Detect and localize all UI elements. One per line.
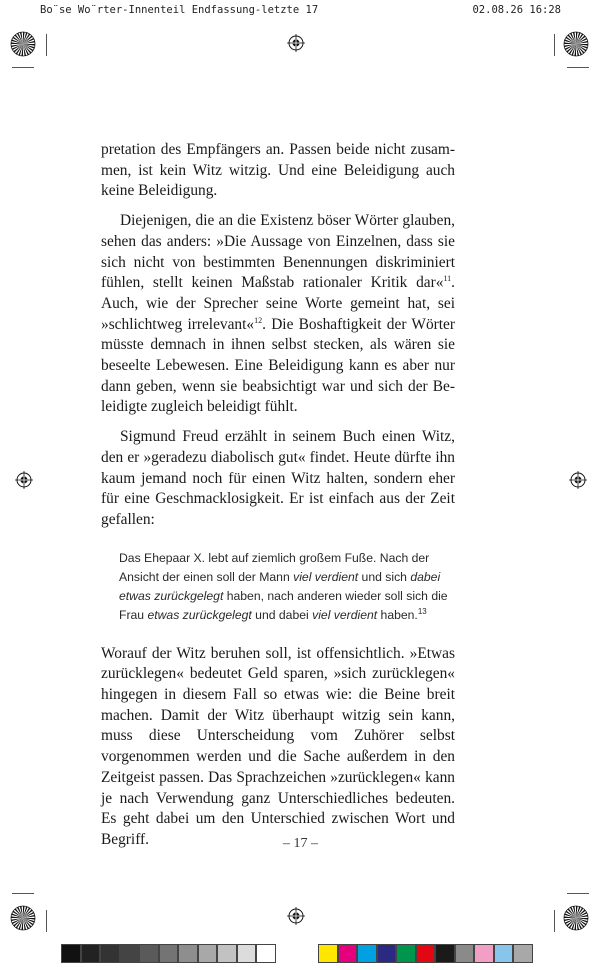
color-patch xyxy=(377,944,397,963)
paragraph: pretation des Empfängers an. Passen beide nicht zusammen, ist kein Witz witzig. Und eine Beleidigung auch keine Beleidigung. xyxy=(101,141,455,200)
slug-filename: Bo¨se Wo¨rter-Innenteil Endfassung-letzte 17 xyxy=(40,4,319,16)
color-patch xyxy=(81,944,101,963)
quote-text: und sich xyxy=(358,569,411,584)
quote-emphasis: dabei etwas zurückgelegt xyxy=(119,569,441,603)
crop-mark xyxy=(46,34,47,56)
color-patch xyxy=(100,944,120,963)
color-patch xyxy=(318,944,338,963)
crop-mark xyxy=(554,34,555,56)
crop-mark xyxy=(554,910,555,932)
starburst-registration-icon xyxy=(10,905,36,931)
color-patch xyxy=(416,944,436,963)
quote-text: haben. xyxy=(377,607,418,622)
quote-emphasis: viel verdient xyxy=(293,569,359,584)
paragraph: Worauf der Witz beruhen soll, ist offensichtlich. »Etwas zurücklegen« bedeutet Geld sparen, »sich zurücklegen« hingegen in diesem Fall so etwas wie: die Beine breit machen. Damit der Witz überhaupt witzig sein kann, muss diese Unterscheidung vom Zuhörer selbst vorgenommen werden und die Sache außerdem in den Zeitgeist passen. Das Sprachzeichen »zurücklegen« kann je nach Verwendung ganz Unterschiedliches bedeuten. Es geht dabei um den Unterschied zwischen Wort und Begriff. xyxy=(101,644,455,848)
starburst-registration-icon xyxy=(563,31,589,57)
color-patch xyxy=(61,944,81,963)
crop-mark xyxy=(46,910,47,932)
color-patch xyxy=(474,944,494,963)
block-quote xyxy=(119,549,455,625)
crosshair-registration-icon xyxy=(287,34,305,52)
paragraph-text: . Auch, wie der Sprecher seine Worte gemeint hat, sei »schlichtweg irrelevant« xyxy=(101,274,455,333)
color-patch xyxy=(396,944,416,963)
crop-mark xyxy=(12,893,34,894)
footnote-reference: 12 xyxy=(254,315,263,325)
color-patch xyxy=(198,944,218,963)
footnote-reference: 13 xyxy=(417,606,427,616)
crop-mark xyxy=(567,893,589,894)
color-control-strip xyxy=(318,944,533,964)
paragraph-text: Diejenigen, die an die Existenz böser Wörter glauben, sehen das anders: »Die Aussage von Einzelnen, dass sie sich nicht von bestimmten Benennungen diskriminiert fühlen, stellt keinen Maßstab rationaler Kritik dar« xyxy=(101,212,455,292)
paragraph xyxy=(101,211,455,418)
color-patch xyxy=(455,944,475,963)
color-patch xyxy=(178,944,198,963)
paragraph: Sigmund Freud erzählt in seinem Buch einen Witz, den er »geradezu diabolisch gut« findet. Heute dürfte ihn kaum jemand noch für einen Witz halten, sondern eher für eine Geschmacklosigkeit. Er ist einfach aus der Zeit gefallen: xyxy=(101,428,455,528)
page-body xyxy=(101,140,455,851)
starburst-registration-icon xyxy=(10,31,36,57)
color-patch xyxy=(357,944,377,963)
color-patch xyxy=(159,944,179,963)
footnote-reference: 11 xyxy=(443,274,452,284)
color-patch xyxy=(139,944,159,963)
crosshair-registration-icon xyxy=(569,471,587,489)
quote-text: haben, nach anderen wieder soll sich die Frau xyxy=(119,588,448,622)
crop-mark xyxy=(12,67,34,68)
page-number: – 17 – xyxy=(283,836,318,851)
quote-text: Das Ehepaar X. lebt auf ziemlich großem Fuße. Nach der Ansicht der einen soll der Mann xyxy=(119,550,430,584)
starburst-registration-icon xyxy=(563,905,589,931)
paragraph-text: . Die Boshaftigkeit der Wörter müsste demnach in ihnen selbst stecken, als wären sie beseelte Lebewesen. Eine Beleidigung kann es aber nur dann geben, wenn sie beabsichtigt war und sich der Beleidigte zugleich beleidigt fühlt. xyxy=(101,315,455,416)
crop-mark xyxy=(567,67,589,68)
quote-emphasis: viel verdient xyxy=(312,607,378,622)
color-patch xyxy=(120,944,140,963)
color-patch xyxy=(513,944,533,963)
color-patch xyxy=(237,944,257,963)
quote-emphasis: etwas zurückgelegt xyxy=(147,607,252,622)
gray-control-strip xyxy=(61,944,276,964)
color-patch xyxy=(256,944,276,963)
color-patch xyxy=(435,944,455,963)
quote-text: und dabei xyxy=(251,607,313,622)
crosshair-registration-icon xyxy=(287,907,305,925)
slug-timestamp: 02.08.26 16:28 xyxy=(472,4,561,16)
color-patch xyxy=(338,944,358,963)
color-patch xyxy=(217,944,237,963)
color-patch xyxy=(494,944,514,963)
crosshair-registration-icon xyxy=(15,471,33,489)
